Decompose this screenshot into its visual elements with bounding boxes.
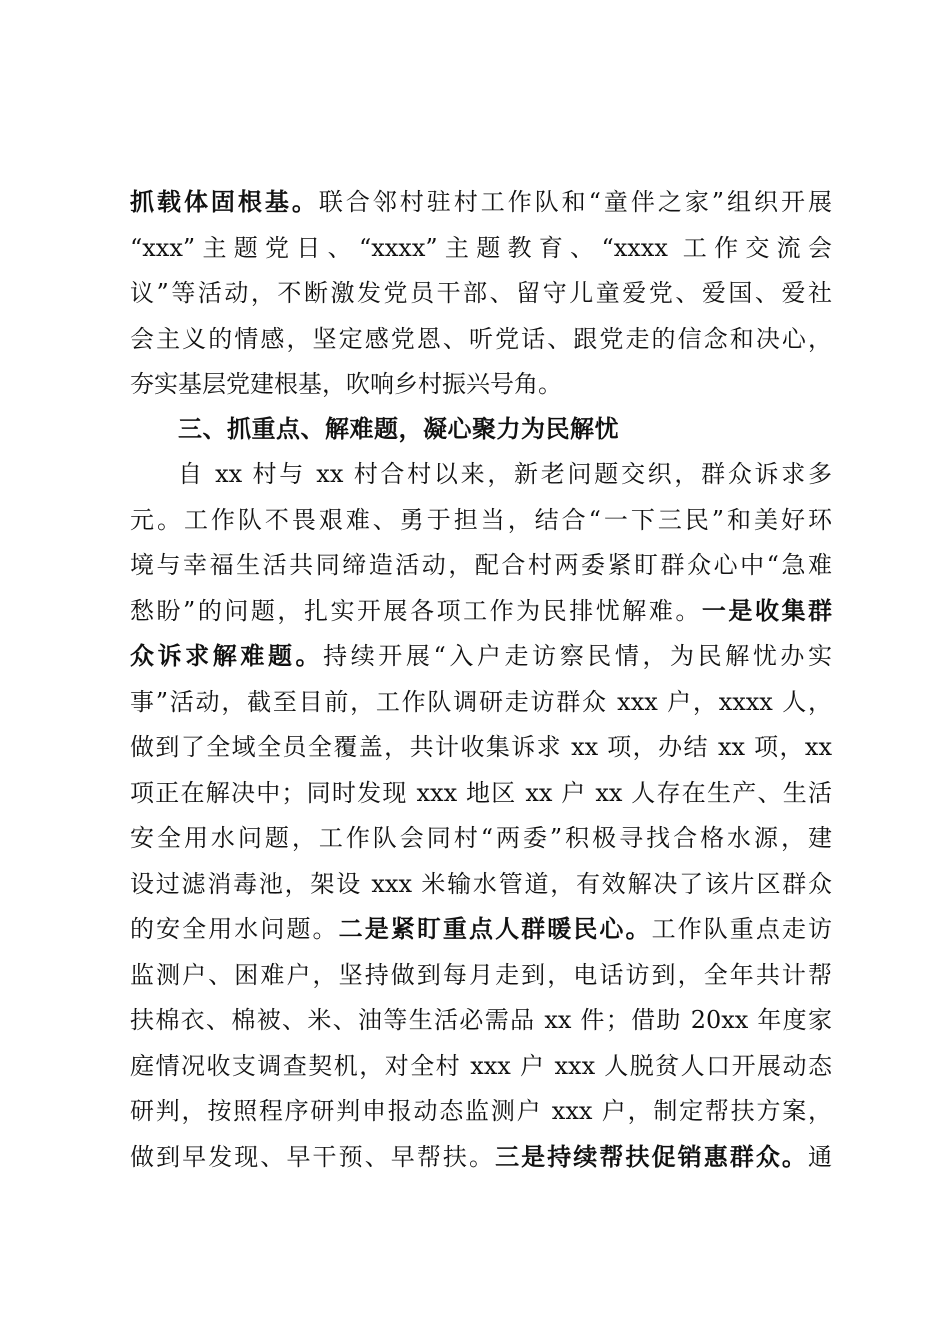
paragraph-party-building: [130, 180, 832, 408]
text-line: 监测户、困难户，坚持做到每月走到，电话访到，全年共计帮: [130, 960, 832, 989]
text-line: 众诉求解难题。持续开展“入户走访察民情，为民解忧办实: [130, 642, 832, 670]
text-line: 会主义的情感，坚定感党恩、听党话、跟党走的信念和决心，: [130, 324, 832, 353]
text-line: 元。工作队不畏艰难、勇于担当，结合“一下三民”和美好环: [130, 505, 832, 534]
text-line: 事”活动，截至目前，工作队调研走访群众 xxx 户，xxxx 人，: [130, 687, 832, 716]
text-line: 自 xx 村与 xx 村合村以来，新老问题交织，群众诉求多: [178, 460, 832, 488]
text-line: 扶棉衣、棉被、米、油等生活必需品 xx 件；借助 20xx 年度家: [130, 1006, 832, 1034]
bold-lead: 三是持续帮扶促销惠群众。: [495, 1142, 809, 1171]
section-heading: 三、抓重点、解难题，凝心聚力为民解忧: [178, 415, 619, 443]
text-line: 项正在解决中；同时发现 xxx 地区 xx 户 xx 人存在生产、生活: [130, 778, 832, 807]
text-line: 议”等活动，不断激发党员干部、留守儿童爱党、爱国、爱社: [130, 279, 832, 307]
text-line: 做到了全域全员全覆盖，共计收集诉求 xx 项，办结 xx 项，xx: [130, 733, 832, 761]
text-line: 抓载体固根基。联合邻村驻村工作队和“童伴之家”组织开展: [130, 188, 832, 216]
bold-lead: 抓载体固根基。: [130, 188, 319, 216]
bold-lead: 二是紧盯重点人群暖民心。: [338, 915, 652, 943]
text-line: 设过滤消毒池，架设 xxx 米输水管道，有效解决了该片区群众: [130, 869, 832, 898]
bold-lead: 一是收集群: [701, 596, 833, 625]
text-line: 的安全用水问题。二是紧盯重点人群暖民心。工作队重点走访: [130, 915, 833, 943]
bold-lead: 众诉求解难题。: [130, 642, 324, 670]
text-line: 安全用水问题，工作队会同村“两委”积极寻找合格水源，建: [130, 824, 832, 852]
text-line: 境与幸福生活共同缔造活动，配合村两委紧盯群众心中“急难: [130, 551, 832, 579]
text-line: 愁盼”的问题，扎实开展各项工作为民排忧解难。一是收集群: [130, 596, 833, 625]
text-line: 研判，按照程序研判申报动态监测户 xxx 户，制定帮扶方案，: [130, 1097, 832, 1125]
paragraph-solve-problems: [130, 452, 832, 1180]
text-line: 庭情况收支调查契机，对全村 xxx 户 xxx 人脱贫人口开展动态: [130, 1051, 832, 1080]
section-heading-block: [130, 407, 832, 453]
text-line: “xxx”主题党日、“xxxx”主题教育、“xxxx 工作交流会: [130, 233, 832, 262]
text-line: 夯实基层党建根基，吹响乡村振兴号角。: [130, 370, 562, 398]
text-line: 做到早发现、早干预、早帮扶。三是持续帮扶促销惠群众。通: [130, 1142, 833, 1171]
